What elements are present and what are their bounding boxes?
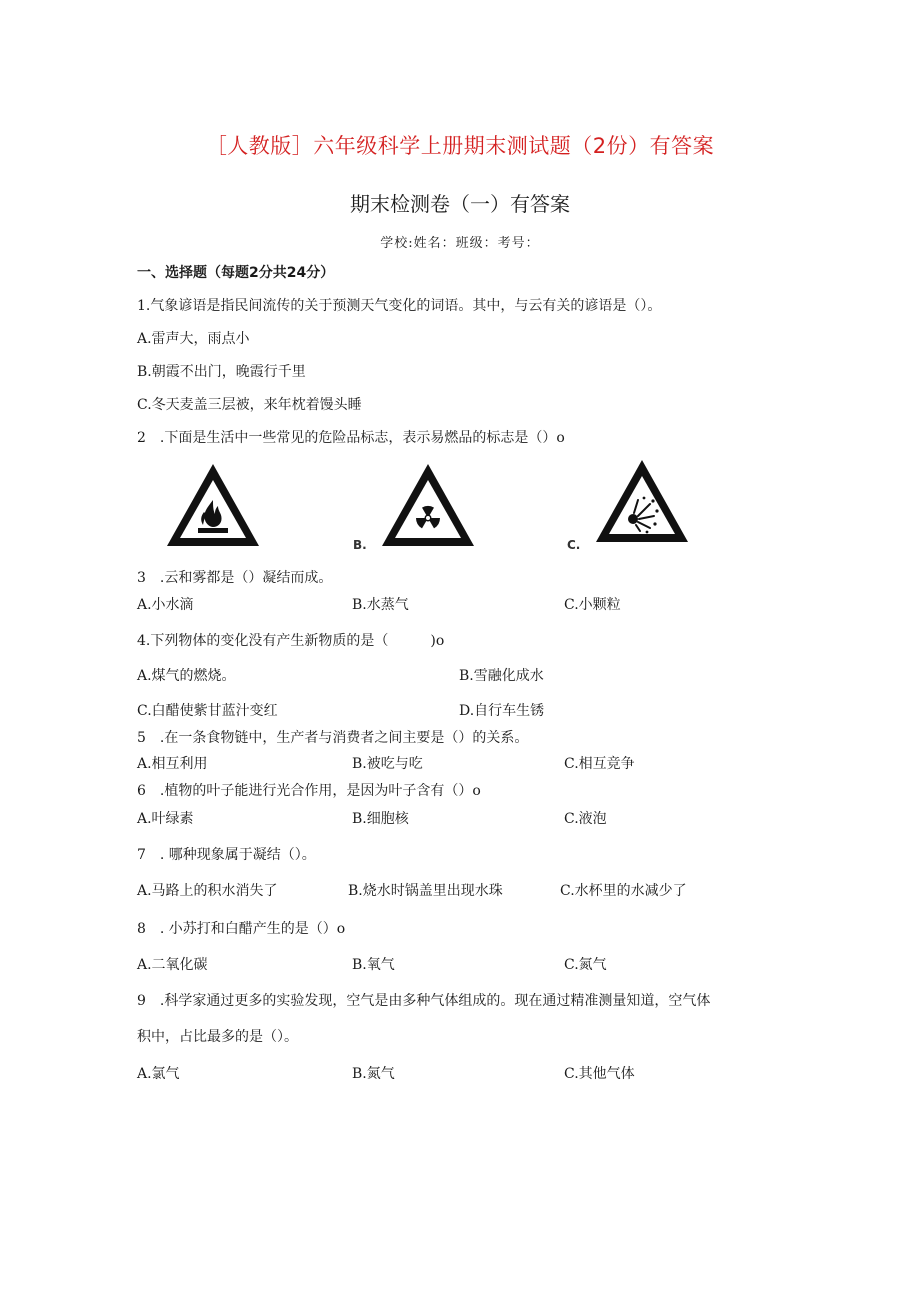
document-red-title: ［人教版］六年级科学上册期末测试题（2份）有答案: [205, 134, 715, 158]
question-6-option-c: C.液泡: [564, 811, 607, 827]
radiation-warning-icon: [378, 460, 478, 550]
sign-c-label: C.: [567, 538, 581, 552]
question-5-stem: 5 .在一条食物链中，生产者与消费者之间主要是（）的关系。: [137, 730, 529, 746]
question-9-option-c: C.其他气体: [564, 1066, 635, 1082]
question-5-option-a: A.相互利用: [137, 756, 208, 772]
question-4-option-a: A.煤气的燃烧。: [137, 668, 236, 684]
question-3-option-b: B.水蒸气: [352, 597, 409, 613]
question-3-stem: 3 .云和雾都是（）凝结而成。: [137, 570, 333, 586]
question-1-option-c: C.冬天麦盖三层被，来年枕着馒头睡: [137, 397, 362, 413]
question-3-option-a: A.小水滴: [137, 597, 194, 613]
question-8-option-b: B.氧气: [352, 957, 395, 973]
question-1-option-b: B.朝霞不出门，晚霞行千里: [137, 364, 306, 380]
question-9-option-a: A.氯气: [137, 1066, 180, 1082]
question-4-option-c: C.白醋使紫甘蓝汁变红: [137, 703, 278, 719]
question-9-stem-line1: 9 .科学家通过更多的实验发现，空气是由多种气体组成的。现在通过精准测量知道，空气体: [137, 993, 711, 1009]
school-info-line: 学校:姓名：班级：考号：: [380, 236, 540, 251]
question-6-option-b: B.细胞核: [352, 811, 409, 827]
question-5-option-c: C.相互竞争: [564, 756, 635, 772]
question-3-option-c: C.小颗粒: [564, 597, 621, 613]
question-8-option-a: A.二氧化碳: [137, 957, 208, 973]
question-7-option-a: A.马路上的积水消失了: [137, 883, 278, 899]
question-7-stem: 7 . 哪种现象属于凝结（）。: [137, 847, 316, 863]
question-5-option-b: B.被吃与吃: [352, 756, 423, 772]
explosive-warning-icon: [592, 456, 692, 548]
question-6-option-a: A.叶绿素: [137, 811, 194, 827]
question-4-option-b: B.雪融化成水: [459, 668, 544, 684]
question-7-option-b: B.烧水时锅盖里出现水珠: [348, 883, 503, 899]
question-9-stem-line2: 积中，占比最多的是（）。: [137, 1029, 298, 1045]
flammable-warning-icon: [163, 460, 263, 550]
question-1-option-a: A.雷声大，雨点小: [137, 331, 250, 347]
exam-title: 期末检测卷（一）有答案: [350, 192, 570, 216]
question-8-stem: 8 . 小苏打和白醋产生的是（）o: [137, 921, 346, 937]
question-7-option-c: C.水杯里的水减少了: [560, 883, 687, 899]
question-2-stem: 2 .下面是生活中一些常见的危险品标志，表示易燃品的标志是（）o: [137, 430, 565, 446]
question-1-stem: 1.气象谚语是指民间流传的关于预测天气变化的词语。其中，与云有关的谚语是（）。: [137, 298, 662, 314]
question-9-option-b: B.氮气: [352, 1066, 395, 1082]
question-8-option-c: C.氮气: [564, 957, 607, 973]
question-4-option-d: D.自行车生锈: [459, 703, 545, 719]
question-4-stem: 4.下列物体的变化没有产生新物质的是（ )o: [137, 633, 445, 649]
section-heading-choice: 一、选择题（每题2分共24分）: [137, 265, 335, 281]
question-6-stem: 6 .植物的叶子能进行光合作用，是因为叶子含有（）o: [137, 783, 481, 799]
sign-b-label: B.: [353, 538, 367, 552]
